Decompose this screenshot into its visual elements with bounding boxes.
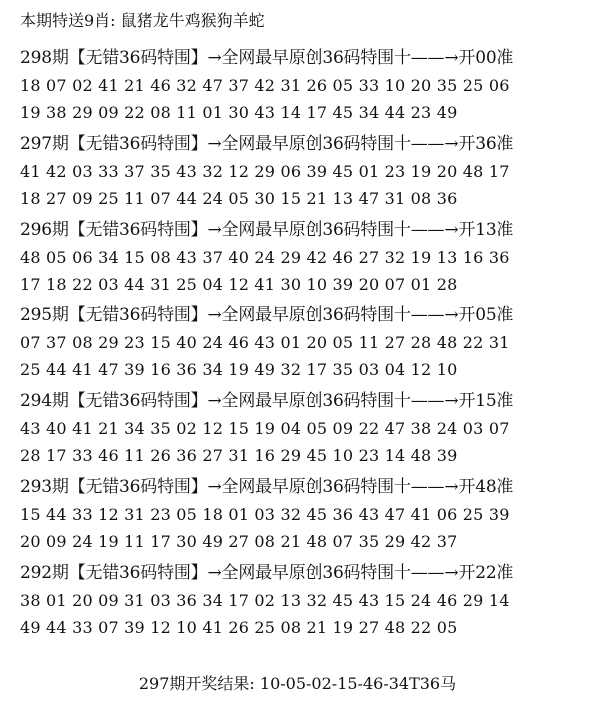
number-row: 18 27 09 25 11 07 44 24 05 30 15 21 13 47 31 08 36: [20, 189, 458, 208]
number-row: 07 37 08 29 23 15 40 24 46 43 01 20 05 11 27 28 48 22 31: [20, 333, 510, 352]
number-row: 20 09 24 19 11 17 30 49 27 08 21 48 07 35 29 42 37: [20, 532, 458, 551]
issue-heading: 294期【无错36码特围】→全网最早原创36码特围十——→开15准: [20, 391, 514, 411]
number-row: 25 44 41 47 39 16 36 34 19 49 32 17 35 03 04 12 10: [20, 360, 458, 379]
number-row: 18 07 02 41 21 46 32 47 37 42 31 26 05 33 10 20 35 25 06: [20, 76, 510, 95]
number-row: 48 05 06 34 15 08 43 37 40 24 29 42 46 27 32 19 13 16 36: [20, 248, 510, 267]
number-row: 19 38 29 09 22 08 11 01 30 43 14 17 45 34 44 23 49: [20, 103, 458, 122]
issue-block-297: [20, 130, 590, 212]
issue-block-298: [20, 44, 590, 126]
number-row: 49 44 33 07 39 12 10 41 26 25 08 21 19 27 48 22 05: [20, 618, 458, 637]
number-row: 17 18 22 03 44 31 25 04 12 41 30 10 39 20 07 01 28: [20, 275, 458, 294]
number-row: 43 40 41 21 34 35 02 12 15 19 04 05 09 22 47 38 24 03 07: [20, 419, 510, 438]
issue-heading: 292期【无错36码特围】→全网最早原创36码特围十——→开22准: [20, 563, 514, 583]
number-row: 28 17 33 46 11 26 36 27 31 16 29 45 10 23 14 48 39: [20, 446, 458, 465]
number-row: 38 01 20 09 31 03 36 34 17 02 13 32 45 43 15 24 46 29 14: [20, 591, 510, 610]
draw-result-line: 297期开奖结果: 10-05-02-15-46-34T36马: [138, 674, 457, 693]
issue-block-293: [20, 473, 590, 555]
number-row: 15 44 33 12 31 23 05 18 01 03 32 45 36 43 47 41 06 25 39: [20, 505, 510, 524]
issue-block-295: [20, 301, 590, 383]
issue-block-292: [20, 559, 590, 641]
issue-heading: 297期【无错36码特围】→全网最早原创36码特围十——→开36准: [20, 134, 514, 154]
issue-block-294: [20, 387, 590, 469]
issue-block-296: [20, 216, 590, 298]
issue-heading: 296期【无错36码特围】→全网最早原创36码特围十——→开13准: [20, 220, 514, 240]
issue-heading: 298期【无错36码特围】→全网最早原创36码特围十——→开00准: [20, 48, 514, 68]
issue-heading: 295期【无错36码特围】→全网最早原创36码特围十——→开05准: [20, 305, 514, 325]
number-row: 41 42 03 33 37 35 43 32 12 29 06 39 45 01 23 19 20 48 17: [20, 162, 510, 181]
issue-heading: 293期【无错36码特围】→全网最早原创36码特围十——→开48准: [20, 477, 514, 497]
intro-line: 本期特送9肖: 鼠猪龙牛鸡猴狗羊蛇: [20, 11, 265, 30]
